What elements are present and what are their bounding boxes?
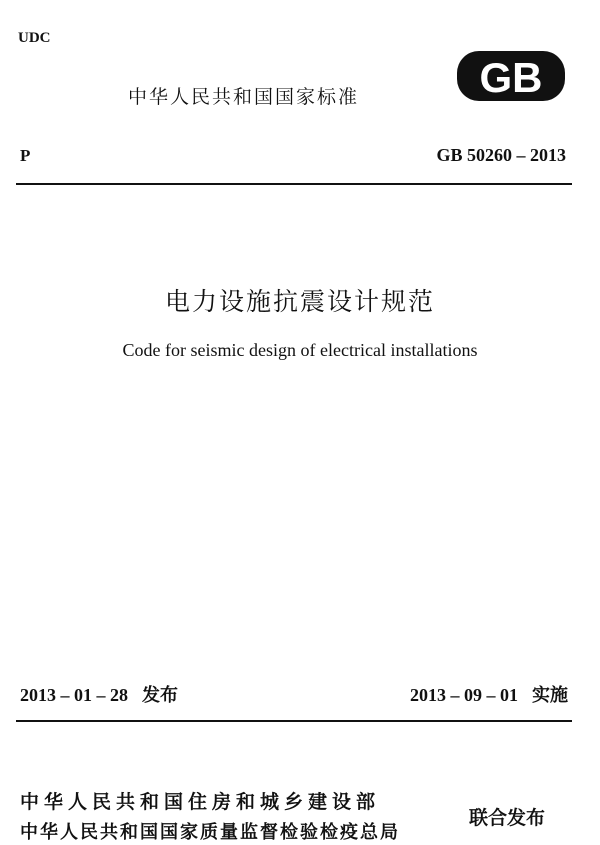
issue-date: 2013 – 01 – 28 (20, 685, 128, 705)
publisher-aqsiq: 中华人民共和国国家质量监督检验检疫总局 (20, 822, 400, 843)
joint-release-label: 联合发布 (469, 807, 546, 829)
udc-label: UDC (18, 30, 51, 46)
classification-code: P (20, 146, 31, 165)
issue-label: 发布 (142, 685, 178, 706)
implement-date: 2013 – 09 – 01 (410, 685, 518, 705)
issue-date-line (20, 681, 178, 707)
top-divider (16, 183, 572, 185)
title-chinese: 电力设施抗震设计规范 (164, 287, 435, 316)
publisher-aqsiq-cropped (20, 812, 460, 843)
implement-label: 实施 (532, 685, 568, 706)
standard-number: GB 50260 – 2013 (436, 145, 566, 165)
national-standard-label: 中华人民共和国国家标准 (128, 86, 360, 108)
publisher-ministry: 中华人民共和国住房和城乡建设部 (20, 791, 381, 813)
bottom-divider (16, 720, 572, 722)
gb-logo (455, 48, 567, 104)
gb-logo-text: GB (479, 54, 543, 101)
implement-date-line (410, 681, 568, 707)
title-english: Code for seismic design of electrical installations (122, 340, 478, 360)
